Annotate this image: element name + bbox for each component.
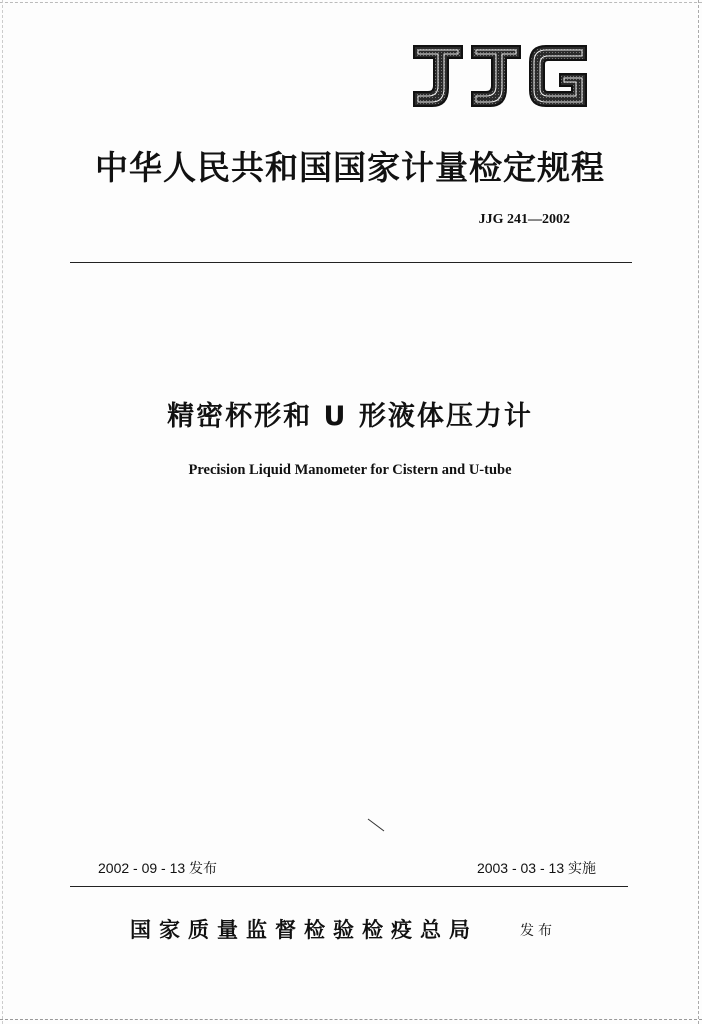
jjg-logo: [410, 42, 590, 112]
regulation-series-title: 中华人民共和国国家计量检定规程: [95, 148, 605, 187]
implementation-date: 2003 - 03 - 13 实施: [476, 860, 596, 876]
publisher-name: 国家质量监督检验检疫总局: [130, 917, 478, 942]
document-title-cn: 精密杯形和 U 形液体压力计: [167, 401, 533, 432]
scan-edge-top: [0, 2, 702, 3]
regulation-code: JJG 241—2002: [478, 212, 570, 227]
scan-edge-bottom: [0, 1019, 702, 1020]
publisher-suffix: 发布: [520, 923, 556, 939]
logo-letter-j1: [414, 46, 462, 106]
scan-edge-left: [2, 0, 3, 1024]
logo-letter-g: [530, 46, 586, 106]
bottom-divider: [70, 886, 628, 887]
scan-artifact-mark: [366, 818, 386, 832]
issue-date: 2002 - 09 - 13 发布: [98, 860, 218, 876]
top-divider: [70, 262, 632, 263]
logo-letter-j2: [472, 46, 520, 106]
scan-edge-right: [698, 0, 699, 1024]
document-title-en: Precision Liquid Manometer for Cistern and U-tube: [188, 462, 512, 478]
